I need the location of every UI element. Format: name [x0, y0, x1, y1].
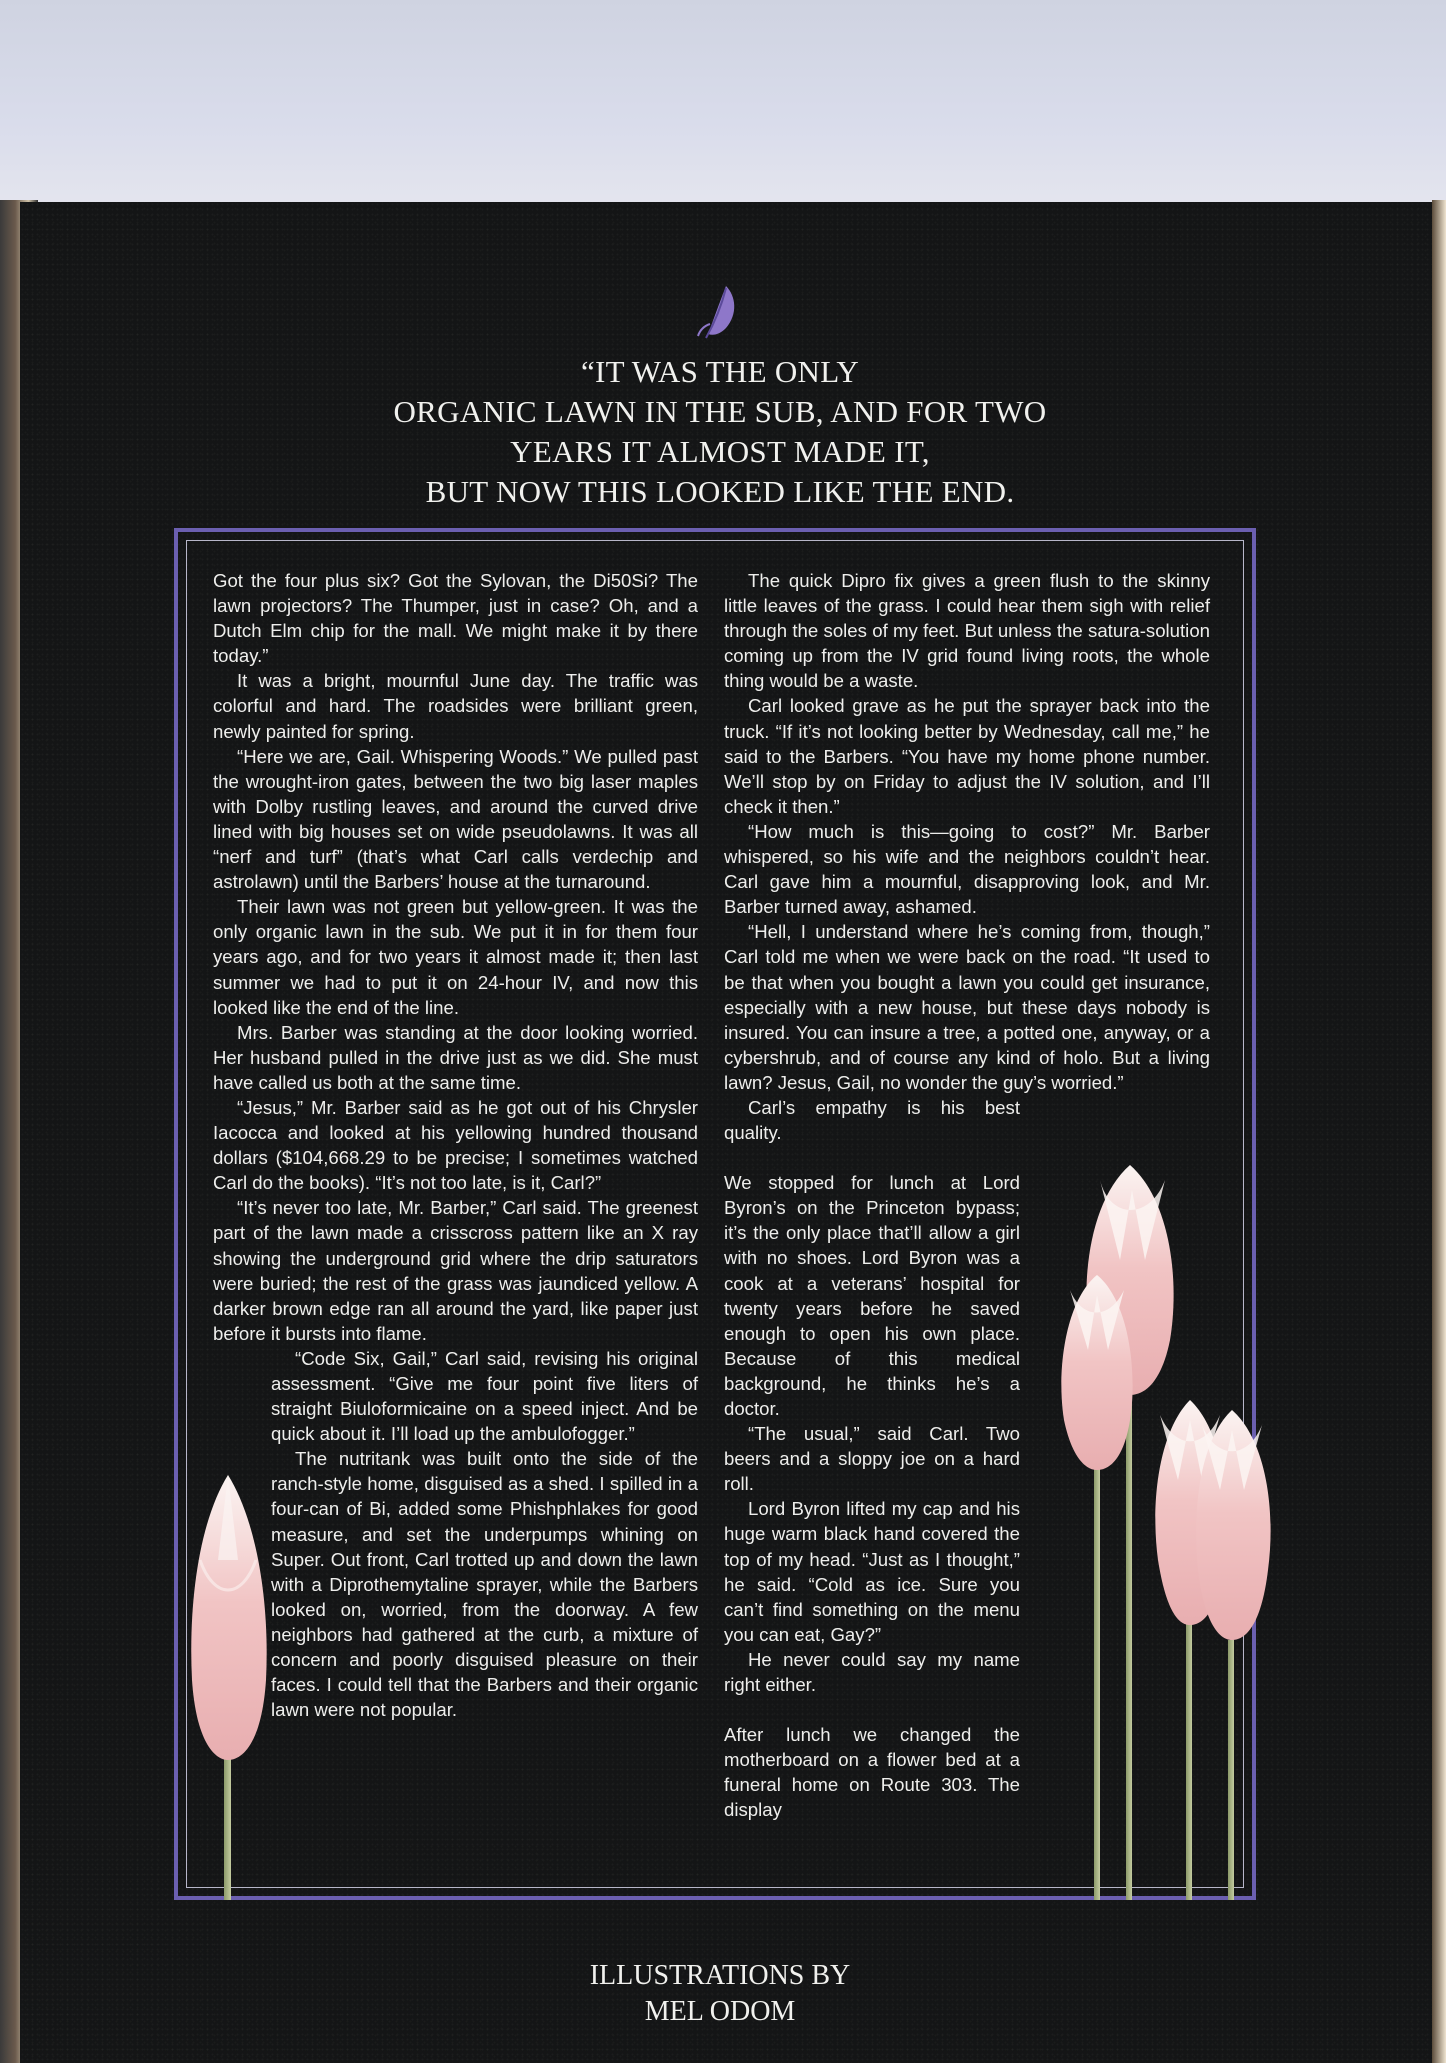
paragraph: “How much is this—going to cost?” Mr. Barber whispered, so his wife and the neighbors couldn’t hear. Carl gave him a mournful, disapproving look, and Mr. Barber turned away, ashamed. [724, 820, 1210, 918]
pull-quote [290, 352, 1150, 512]
feather-ornament-icon [696, 284, 742, 344]
paragraph: The nutritank was built onto the side of the ranch-style home, disguised as a shed. I spilled in a four-can of Bi, added some Phishphlakes for good measure, and set the underpumps whining on Super. Out front, Carl trotted up and down the lawn with a Diprothemytaline sprayer, while the Barbers looked on, worried, from the doorway. A few neighbors had gathered at the curb, a mixture of concern and poorly disguised pleasure on their faces. I could tell that the Barbers and their organic lawn were not popular. [271, 1448, 698, 1721]
paragraph: Got the four plus six? Got the Sylovan, the Di50Si? The lawn projectors? The Thumper, just in case? Oh, and a Dutch Elm chip for the mall. We might make it by there today.” [213, 570, 698, 667]
pull-quote-line: “IT WAS THE ONLY [580, 354, 860, 389]
paragraph: “The usual,” said Carl. Two beers and a sloppy joe on a hard roll. [724, 1423, 1020, 1495]
paragraph: Their lawn was not green but yellow-green. It was the only organic lawn in the sub. We put it in for them four years ago, and for two years it almost made it; then last summer we had to put it on 24-hour IV, and now this looked like the end of the line. [213, 896, 698, 1018]
paragraph: “Hell, I understand where he’s coming from, though,” Carl told me when we were back on the road. “It used to be that when you bought a lawn you could get insurance, especially with a new house, but these days nobody is insured. You can insure a tree, a potted one, anyway, or a cybershrub, and of course any kind of holo. But a living lawn? Jesus, Gail, no wonder the guy’s worried.” [724, 921, 1210, 1093]
paragraph: “It’s never too late, Mr. Barber,” Carl said. The greenest part of the lawn made a crisscross pattern like an X ray showing the underground grid where the drip saturators were buried; the rest of the grass was jaundiced yellow. A darker brown edge ran all around the yard, like paper just before it bursts into flame. [213, 1197, 698, 1344]
credit-line: ILLUSTRATIONS BY [589, 1960, 851, 1991]
paragraph: Carl’s empathy is his best quality. [724, 1096, 1020, 1144]
paragraph: “Code Six, Gail,” Carl said, revising his original assessment. “Give me four point five liters of straight Biuloformicaine on a speed inject. And be quick about it. I’ll load up the ambulofogger.” [271, 1347, 698, 1445]
paragraph: Lord Byron lifted my cap and his huge warm black hand covered the top of my head. “Just as I thought,” he said. “Cold as ice. Sure you can’t find something on the menu you can eat, Gay?” [724, 1498, 1020, 1645]
paragraph: Carl looked grave as he put the sprayer back into the truck. “If it’s not looking better by Wednesday, call me,” he said to the Barbers. “You have my home phone number. We’ll stop by on Friday to adjust the IV solution, and I’ll check it then.” [724, 695, 1210, 817]
tulip-wrap-space [213, 1346, 271, 1766]
paragraph: “Here we are, Gail. Whispering Woods.” We pulled past the wrought-iron gates, between the two big laser maples with Dolby rustling leaves, and around the curved drive lined with big houses set on wide pseudolawns. It was all “nerf and turf” (that’s what Carl calls verdechip and astrolawn) until the Barbers’ house at the turnaround. [213, 745, 698, 893]
pull-quote-line: YEARS IT ALMOST MADE IT, [510, 434, 930, 469]
paragraph: The quick Dipro fix gives a green flush to the skinny little leaves of the grass. I could hear them sigh with relief through the soles of my feet. But unless the satura-solution coming up from the IV grid found living roots, the whole thing would be a waste. [724, 570, 1210, 692]
paragraph: He never could say my name right either. [724, 1648, 1020, 1696]
article-column-left [213, 568, 698, 1766]
credit-line: MEL ODOM [644, 1996, 796, 2027]
tulip-wrap-space [1020, 1095, 1210, 1855]
paragraph: After lunch we changed the motherboard on a flower bed at a funeral home on Route 303. The display [724, 1724, 1020, 1821]
paragraph: We stopped for lunch at Lord Byron’s on the Princeton bypass; it’s the only place that’ll allow a girl with no shoes. Lord Byron was a cook at a veterans’ hospital for twenty years before he saved enough to open his own place. Because of this medical background, he thinks he’s a doctor. [724, 1172, 1020, 1419]
pull-quote-line: BUT NOW THIS LOOKED LIKE THE END. [425, 474, 1015, 509]
paragraph: It was a bright, mournful June day. The traffic was colorful and hard. The roadsides were brilliant green, newly painted for spring. [213, 670, 698, 742]
article-column-right [724, 568, 1210, 1855]
pull-quote-line: ORGANIC LAWN IN THE SUB, AND FOR TWO [393, 394, 1047, 429]
scan-background [0, 0, 1446, 205]
page-edge-right [1432, 200, 1446, 2063]
paragraph: “Jesus,” Mr. Barber said as he got out of his Chrysler Iacocca and looked at his yellowing hundred thousand dollars ($104,668.29 to be precise; I sometimes watched Carl do the books). “It’s not too late, is it, Carl?” [213, 1096, 698, 1194]
paragraph: Mrs. Barber was standing at the door looking worried. Her husband pulled in the drive just as we did. She must have called us both at the same time. [213, 1021, 698, 1093]
illustration-credit [420, 1958, 1020, 2030]
